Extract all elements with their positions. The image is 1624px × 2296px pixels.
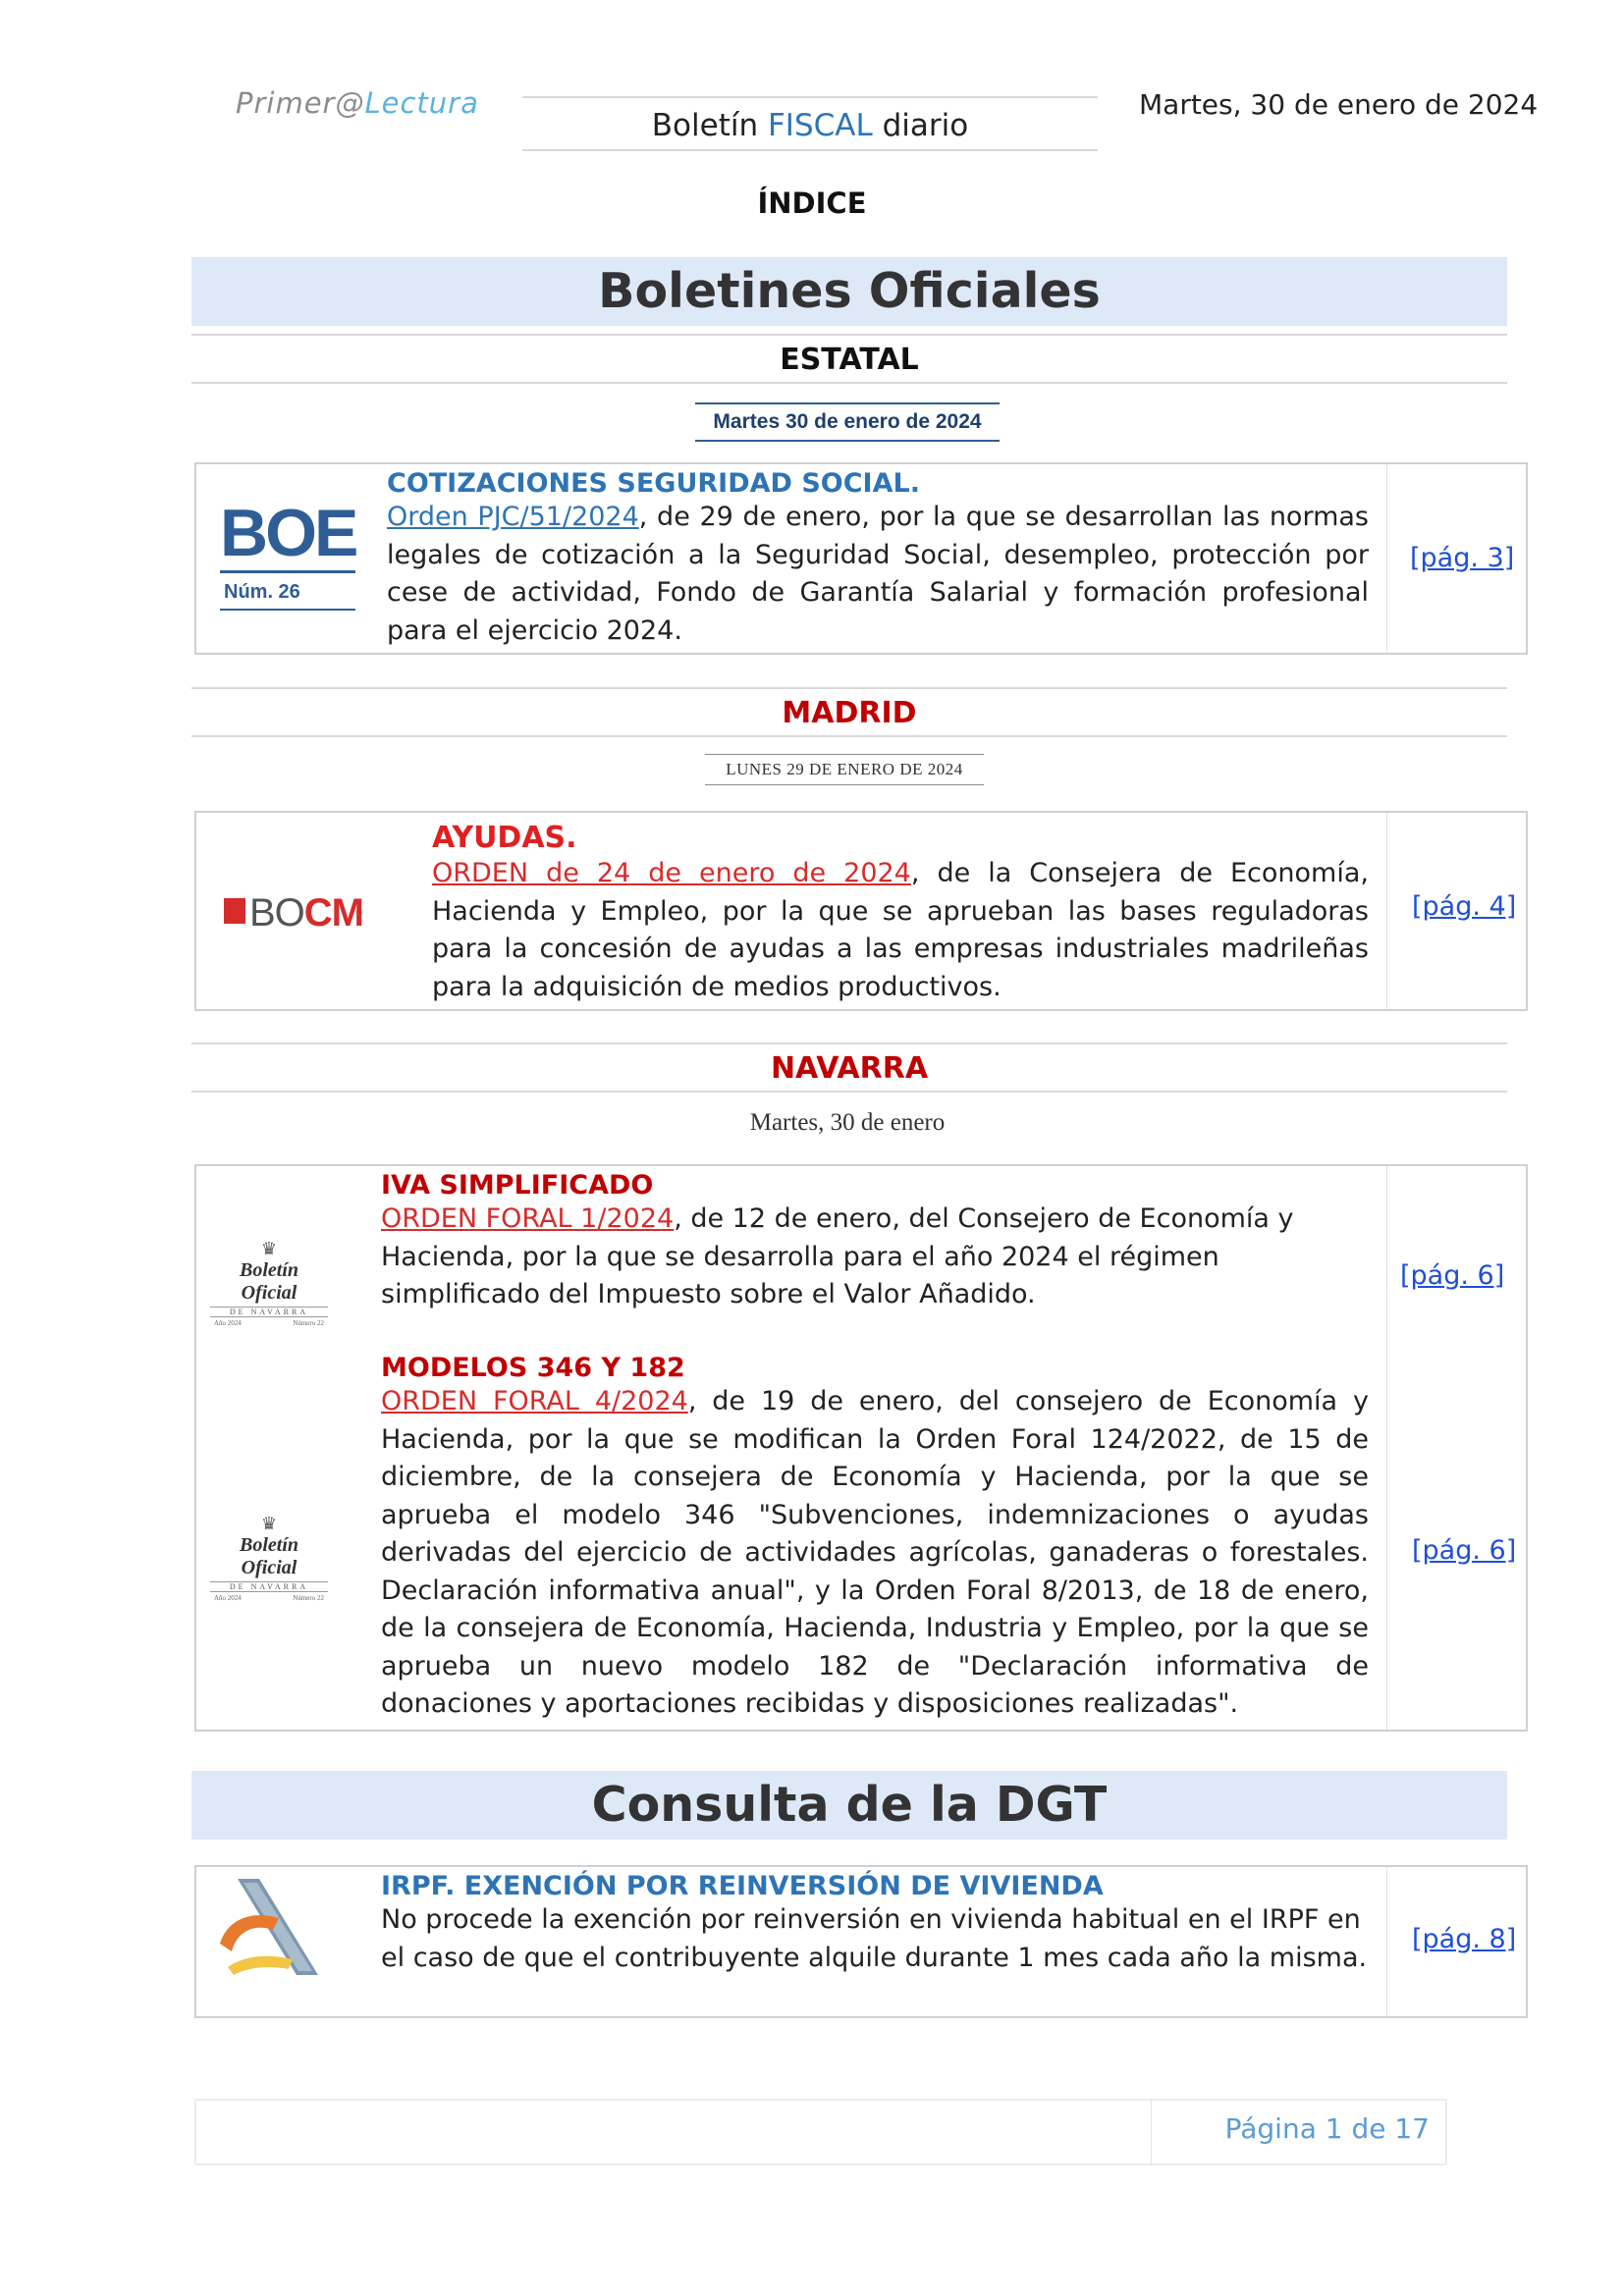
navarra-logo-title: Boletín Oficial (239, 1534, 298, 1578)
index-heading: ÍNDICE (757, 187, 867, 220)
entry-description: , de 29 de enero, por la que se desarrollan las normas legales de cotización a la Seguridad Social, desempleo, protección por cese de actividad, Fondo de Garantía Salarial y formación profesional para el ejercicio 2024. (387, 502, 1369, 646)
entry-link[interactable]: ORDEN FORAL 4/2024 (381, 1386, 688, 1416)
entry-title: IVA SIMPLIFICADO (381, 1170, 654, 1201)
bocm-logo (224, 893, 363, 933)
entry-description: , de la Consejera de Economía, Hacienda y Empleo, por la que se aprueban las bases reguladoras para la concesión de ayudas a las empresas industriales madrileñas para la adquisición de medios productivos. (432, 858, 1369, 1002)
entry-title: COTIZACIONES SEGURIDAD SOCIAL. (387, 468, 920, 499)
entry-link[interactable]: ORDEN FORAL 1/2024 (381, 1203, 675, 1234)
entry-body-dgt (381, 1871, 1369, 1977)
bocm-flag-icon (224, 898, 245, 924)
section-banner-boletines: Boletines Oficiales (191, 257, 1507, 326)
entry-card-navarra (194, 1164, 1528, 1732)
entry-text (432, 855, 1369, 1006)
navarra-logo-year: Año 2024 (214, 1594, 242, 1602)
navarra-date: Martes, 30 de enero (749, 1109, 946, 1136)
navarra-logo (210, 1514, 328, 1604)
navarra-logo-sub: DE NAVARRA (210, 1307, 328, 1317)
header-date: Martes, 30 de enero de 2024 (1139, 88, 1539, 121)
boe-logo-number: Núm. 26 (220, 573, 355, 611)
entry-link[interactable]: Orden PJC/51/2024 (387, 502, 639, 532)
aeat-logo-icon (210, 1873, 332, 1981)
footer (194, 2099, 1447, 2165)
navarra-logo (210, 1239, 328, 1329)
entry-text (381, 1201, 1369, 1314)
page-link-4[interactable]: [pág. 4] (1412, 891, 1517, 922)
bocm-logo-bo: BO (249, 891, 304, 934)
navarra-logo-meta (210, 1317, 328, 1329)
page-link-6[interactable]: [pág. 6] (1400, 1260, 1505, 1291)
entry-card-boe (194, 462, 1528, 655)
brand-logo (236, 86, 479, 120)
navarra-logo-title: Boletín Oficial (239, 1259, 298, 1304)
navarra-crest-icon: ♛ (260, 1514, 278, 1533)
entry-title: MODELOS 346 Y 182 (381, 1353, 685, 1383)
navarra-crest-icon: ♛ (260, 1239, 278, 1258)
footer-divider (1151, 2101, 1152, 2163)
entry-text (387, 499, 1369, 650)
navarra-logo-year: Año 2024 (214, 1319, 242, 1327)
bulletin-title (522, 96, 1098, 151)
page-link-3[interactable]: [pág. 3] (1410, 543, 1515, 573)
entry-body-boe (387, 468, 1369, 650)
section-banner-dgt: Consulta de la DGT (191, 1771, 1507, 1840)
bulletin-fiscal: FISCAL (767, 108, 873, 143)
entry-text (381, 1383, 1369, 1724)
card-divider (1386, 813, 1387, 1009)
page-link-8[interactable]: [pág. 8] (1412, 1924, 1517, 1954)
entry-text: No procede la exención por reinversión en vivienda habitual en el IRPF en el caso de que el contribuyente alquile durante 1 mes cada año la misma. (381, 1904, 1368, 1973)
entry-description: , de 19 de enero, del consejero de Economía y Hacienda, por la que se modifican la Orden Foral 124/2022, de 15 de diciembre, de la consejera de Economía y Hacienda, por la que se aprueba el modelo 346 "Subvenciones, indemnizaciones o ayudas derivadas del ejercicio de actividades agrícolas, ganaderas o forestales. Declaración informativa anual", y la Orden Foral 8/2013, de 18 de enero, de la consejera de Economía, Hacienda, Industria y Empleo, por la que se aprueba un nuevo modelo 182 de "Declaración informativa de donaciones y aportaciones recibidas y disposiciones realizadas". (381, 1386, 1369, 1719)
region-navarra: NAVARRA (191, 1042, 1507, 1093)
region-madrid: MADRID (191, 687, 1507, 737)
card-divider (1386, 1867, 1387, 2016)
navarra-logo-number: Número 22 (293, 1594, 324, 1602)
bocm-logo-cm: CM (303, 891, 364, 934)
entry-link[interactable]: ORDEN de 24 de enero de 2024 (432, 858, 911, 888)
entry-body-bocm (432, 821, 1369, 1006)
entry-description: , de 12 de enero, del Consejero de Economía y Hacienda, por la que se desarrolla para el año 2024 el régimen simplificado del Impuesto sobre el Valor Añadido. (381, 1203, 1294, 1309)
entry-card-dgt (194, 1865, 1528, 2018)
brand-accent: Lectura (364, 86, 479, 120)
navarra-logo-meta (210, 1592, 328, 1604)
card-divider (1386, 1166, 1387, 1730)
entry-title: AYUDAS. (432, 821, 577, 855)
entry-body-navarra-1 (381, 1170, 1369, 1314)
bulletin-suffix: diario (872, 108, 969, 143)
footer-page-number: Página 1 de 17 (1224, 2112, 1430, 2145)
boe-logo (220, 496, 356, 611)
boe-logo-text: BOE (220, 502, 355, 573)
navarra-logo-sub: DE NAVARRA (210, 1581, 328, 1592)
entry-body-navarra-2 (381, 1353, 1369, 1724)
bulletin-prefix: Boletín (651, 108, 768, 143)
entry-card-bocm (194, 811, 1528, 1011)
page-link-6b[interactable]: [pág. 6] (1412, 1535, 1517, 1566)
madrid-date: LUNES 29 DE ENERO DE 2024 (705, 754, 984, 785)
brand-prefix: Primer@ (236, 86, 365, 120)
navarra-logo-number: Número 22 (293, 1319, 324, 1327)
card-divider (1386, 464, 1387, 653)
entry-title: IRPF. EXENCIÓN POR REINVERSIÓN DE VIVIENDA (381, 1871, 1104, 1901)
estatal-date: Martes 30 de enero de 2024 (695, 402, 1000, 442)
region-estatal: ESTATAL (191, 334, 1507, 384)
